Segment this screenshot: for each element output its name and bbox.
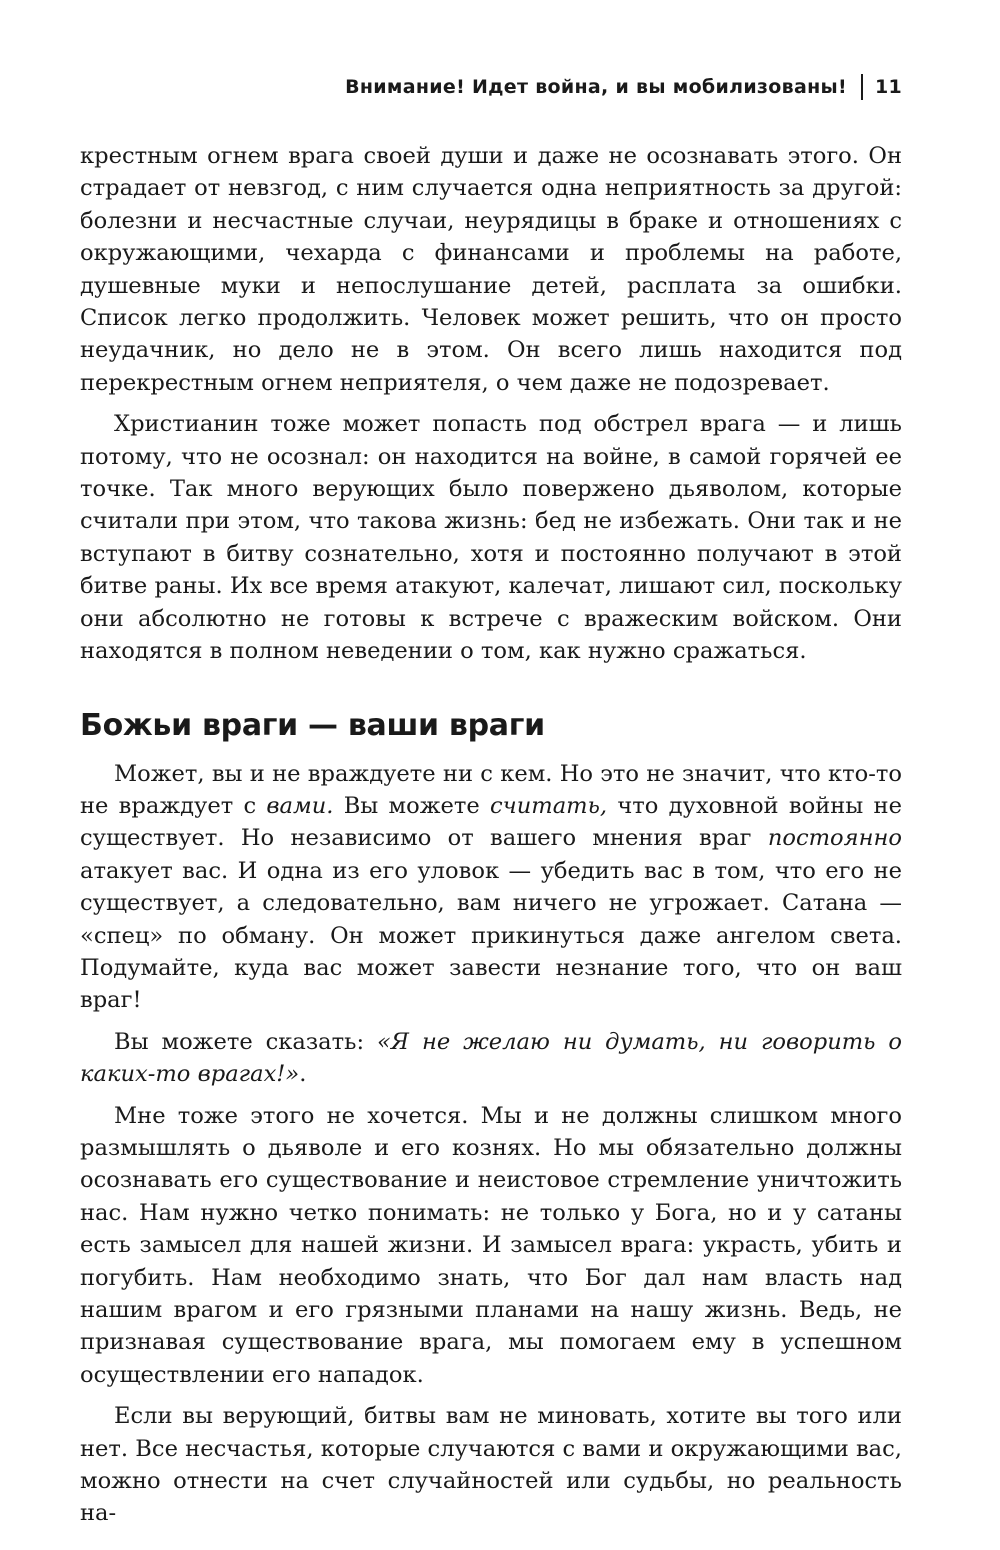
quote-emphasis: «Я не желаю ни думать, ни говорить о каких-то врагах!» xyxy=(80,1028,902,1088)
page-number: 11 xyxy=(874,76,902,98)
paragraph: Если вы верующий, битвы вам не миновать, хотите вы того или нет. Все несчастья, которые случаются с вами и окружающими вас, можно отнести на счет случайностей или судьбы, но реальность на- xyxy=(80,1403,902,1527)
emphasis: постоянно xyxy=(767,825,902,852)
emphasis: вами. xyxy=(266,792,334,819)
paragraph: Мне тоже этого не хочется. Мы и не должны слишком много размышлять о дьяволе и его кознях. Но мы обязательно должны осознавать его существование и неистовое стремление уничтожить нас. Нам нужно четко понимать: не только у Бога, но и у сатаны есть замысел для нашей жизни. И замысел врага: украсть, убить и погубить. Нам необходимо знать, что Бог дал нам власть над нашим врагом и его грязными планами на нашу жизнь. Ведь, не признавая существование врага, мы помогаем ему в успешном осуществлении его нападок. xyxy=(80,1102,902,1388)
header-divider xyxy=(861,74,863,100)
paragraph: Вы можете сказать: «Я не желаю ни думать, ни говорить о каких-то врагах!». xyxy=(80,1028,902,1088)
paragraph: Может, вы и не враждуете ни с кем. Но это не значит, что кто-то не враждует с вами. Вы можете считать, что духовной войны не существует. Но независимо от вашего мнения враг постоянно атакует вас. И одна из его уловок — убедить вас в том, что его не существует, а следовательно, вам ничего не угрожает. Сатана — «спец» по обману. Он может прикинуться даже ангелом света. Подумайте, куда вас может завести незнание того, что он ваш враг! xyxy=(80,760,902,1014)
running-header xyxy=(345,74,902,100)
section-heading: Божьи враги — ваши враги xyxy=(80,707,545,743)
chapter-title: Внимание! Идет война, и вы мобилизованы! xyxy=(345,76,847,98)
body-text xyxy=(80,140,902,1530)
paragraph: Христианин тоже может попасть под обстрел врага — и лишь потому, что не осознал: он находится на войне, в самой горячей ее точке. Так много верующих было повержено дьяволом, которые считали при этом, что такова жизнь: бед не избежать. Они так и не вступают в битву сознательно, хотя и постоянно получают в этой битве раны. Их все время атакуют, калечат, лишают сил, поскольку они абсолютно не готовы к встрече с вражеским войском. Они находятся в полном неведении о том, как нужно сражаться. xyxy=(80,411,902,665)
paragraph: крестным огнем врага своей души и даже не осознавать этого. Он страдает от невзгод, с ним случается одна неприятность за другой: болезни и несчастные случаи, неурядицы в браке и отношениях с окружающими, чехарда с финансами и проблемы на работе, душевные муки и непослушание детей, расплата за ошибки. Список легко продолжить. Человек может решить, что он просто неудачник, но дело не в этом. Он всего лишь находится под перекрестным огнем неприятеля, о чем даже не подозревает. xyxy=(80,143,902,396)
emphasis: считать, xyxy=(490,792,608,819)
